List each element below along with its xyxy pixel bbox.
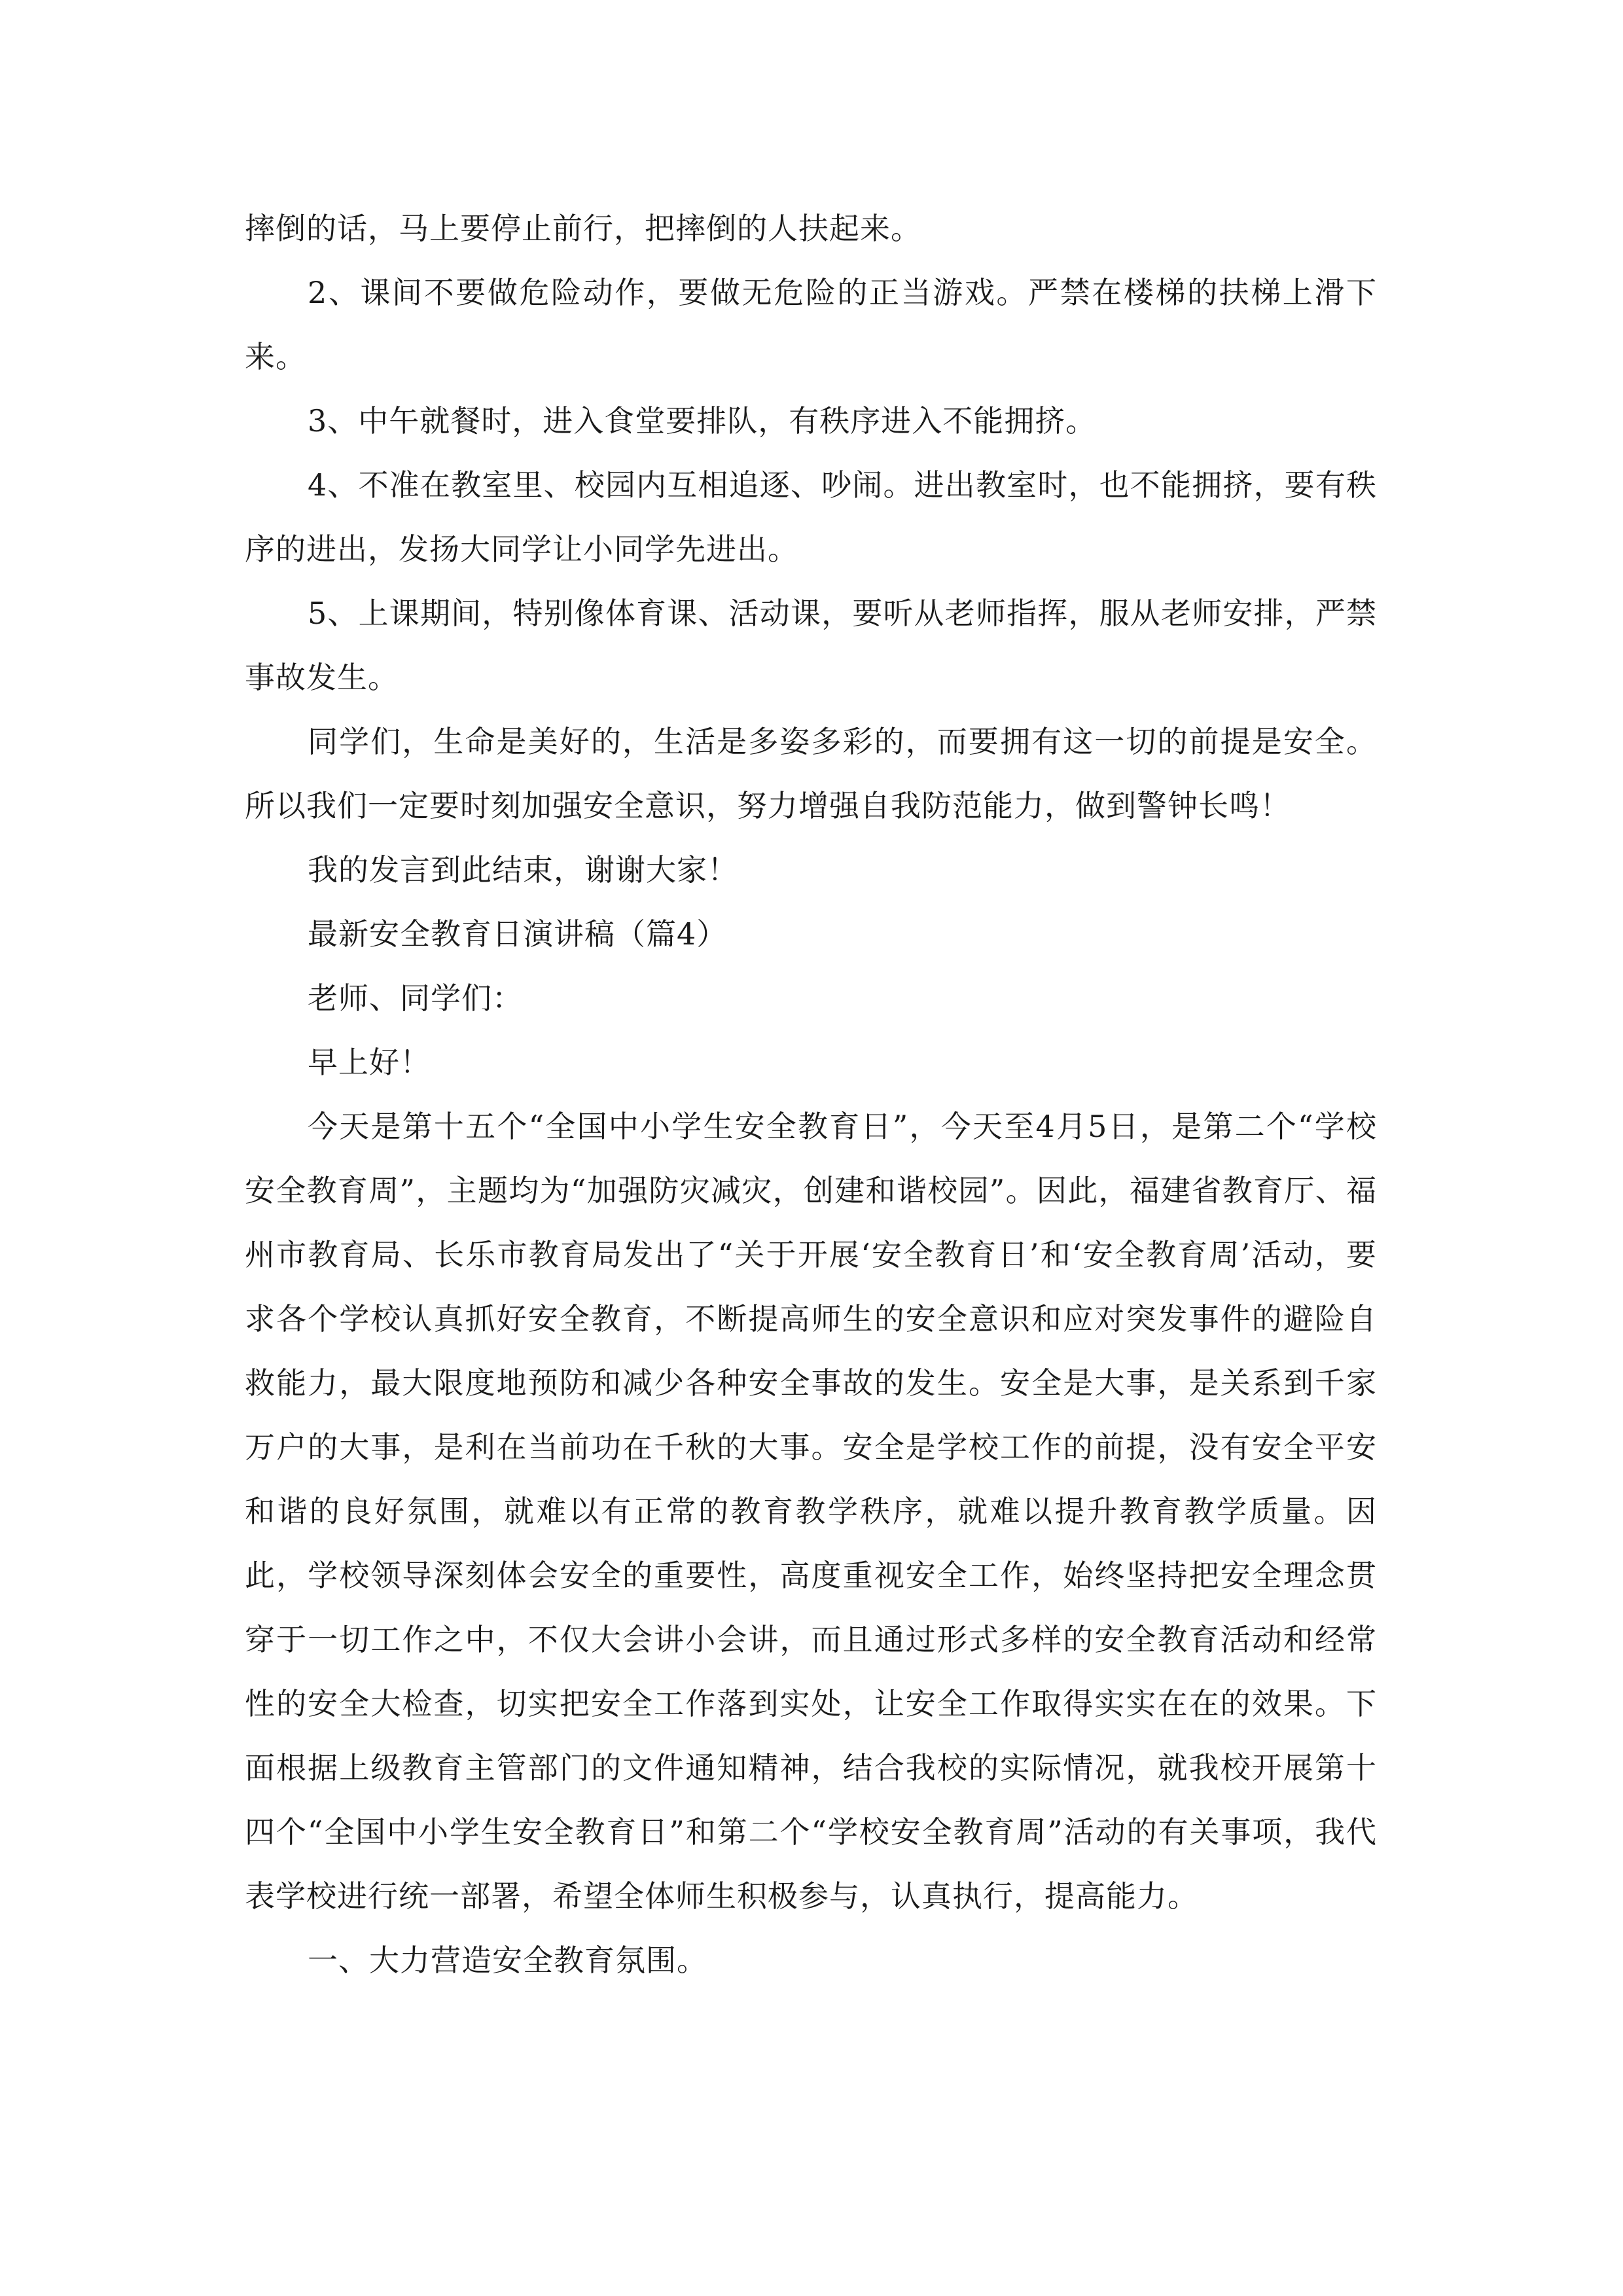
paragraph: 今天是第十五个“全国中小学生安全教育日”，今天至4月5日，是第二个“学校安全教育周”，主题均为“加强防灾减灾，创建和谐校园”。因此，福建省教育厅、福州市教育局、长乐市教育局发出了“关于开展‘安全教育日’和‘安全教育周’活动，要求各个学校认真抓好安全教育，不断提高师生的安全意识和应对突发事件的避险自救能力，最大限度地预防和减少各种安全事故的发生。安全是大事，是关系到千家万户的大事，是利在当前功在千秋的大事。安全是学校工作的前提，没有安全平安和谐的良好氛围，就难以有正常的教育教学秩序，就难以提升教育教学质量。因此，学校领导深刻体会安全的重要性，高度重视安全工作，始终坚持把安全理念贯穿于一切工作之中，不仅大会讲小会讲，而且通过形式多样的安全教育活动和经常性的安全大检查，切实把安全工作落到实处，让安全工作取得实实在在的效果。下面根据上级教育主管部门的文件通知精神，结合我校的实际情况，就我校开展第十四个“全国中小学生安全教育日”和第二个“学校安全教育周”活动的有关事项，我代表学校进行统一部署，希望全体师生积极参与，认真执行，提高能力。 [245, 1109, 1377, 1914]
salutation: 老师、同学们： [308, 980, 523, 1016]
document-body [245, 196, 1377, 1992]
paragraph: 2、课间不要做危险动作，要做无危险的正当游戏。严禁在楼梯的扶梯上滑下来。 [245, 275, 1377, 374]
paragraph: 5、上课期间，特别像体育课、活动课，要听从老师指挥，服从老师安排，严禁事故发生。 [245, 596, 1377, 695]
paragraph: 3、中午就餐时，进入食堂要排队，有秩序进入不能拥挤。 [308, 403, 1097, 439]
paragraph: 摔倒的话，马上要停止前行，把摔倒的人扶起来。 [245, 211, 921, 246]
paragraph: 同学们，生命是美好的，生活是多姿多彩的，而要拥有这一切的前提是安全。所以我们一定要时刻加强安全意识，努力增强自我防范能力，做到警钟长鸣！ [245, 724, 1377, 823]
paragraph: 我的发言到此结束，谢谢大家！ [308, 852, 738, 888]
subsection-heading: 一、大力营造安全教育氛围。 [308, 1943, 707, 1978]
section-heading: 最新安全教育日演讲稿（篇4） [308, 916, 728, 952]
greeting: 早上好！ [308, 1045, 431, 1080]
paragraph: 4、不准在教室里、校园内互相追逐、吵闹。进出教室时，也不能拥挤，要有秩序的进出，发扬大同学让小同学先进出。 [245, 467, 1377, 567]
